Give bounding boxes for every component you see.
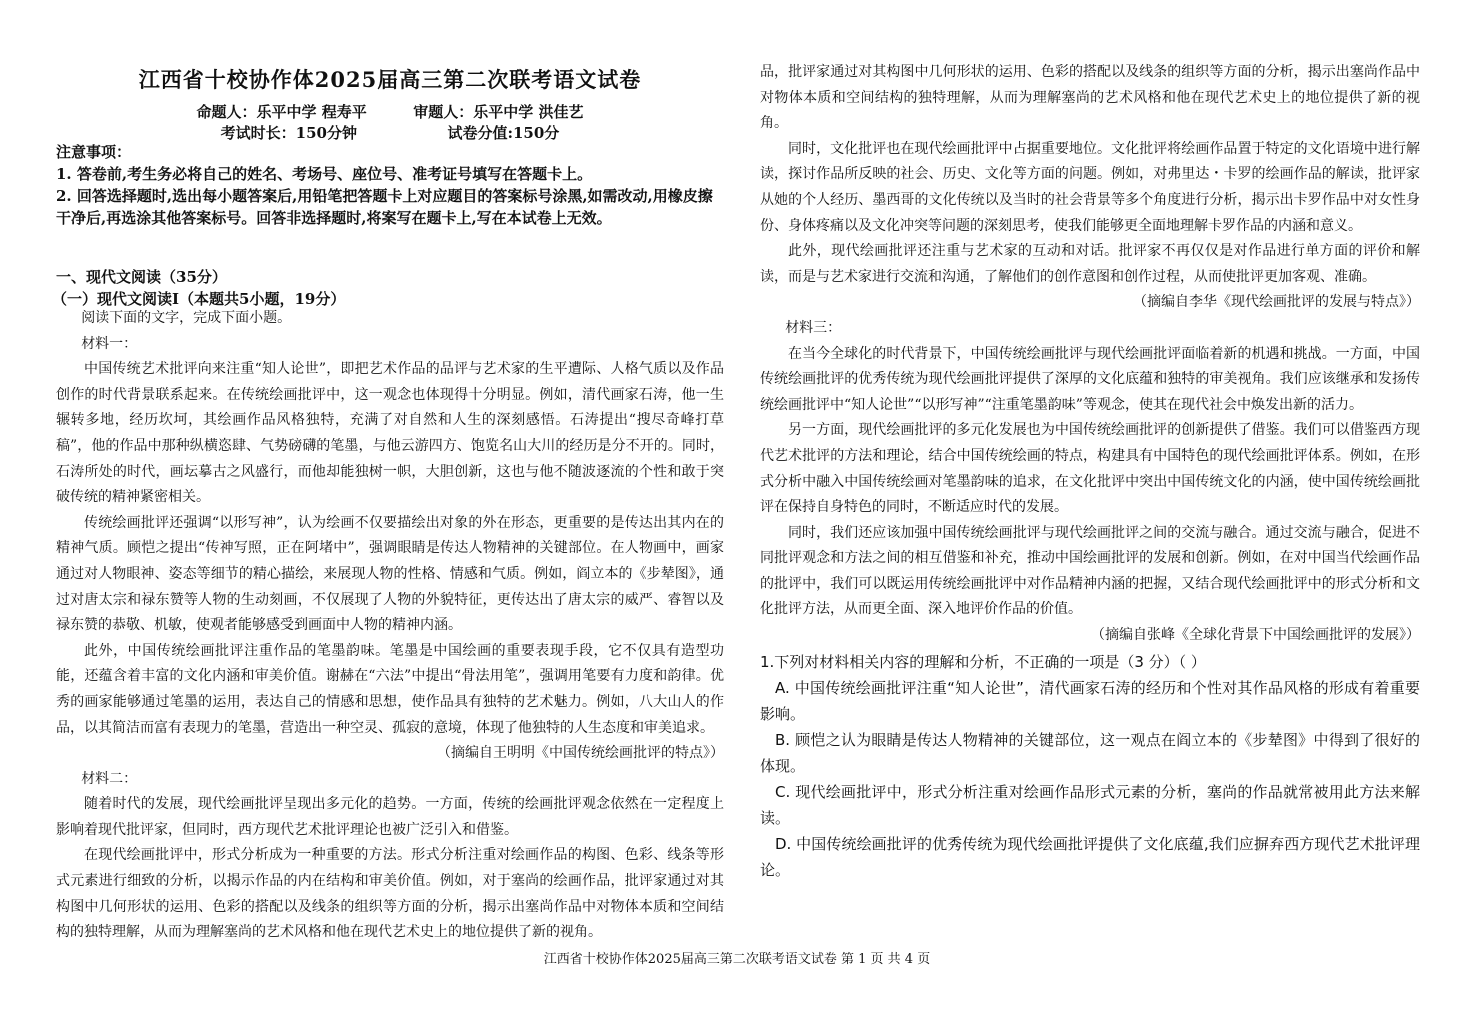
paragraph: 中国传统艺术批评向来注重“知人论世”，即把艺术作品的品评与艺术家的生平遭际、人格气质以及作品创作的时代背景联系起来。在传统绘画批评中，这一观念也体现得十分明显。例如，清代画家石涛，他一生辗转多地，经历坎坷，其绘画作品风格独特，充满了对自然和人生的深刻感悟。石涛提出“搜尽奇峰打草稿”，他的作品中那种纵横恣肆、气势磅礴的笔墨，与他云游四方、饱览名山大川的经历是分不开的。同时，石涛所处的时代，画坛摹古之风盛行，而他却能独树一帜，大胆创新，这也与他不随波逐流的个性和敢于突破传统的精神紧密相关。 <box>56 361 724 506</box>
notice-heading: 注意事项： <box>56 143 132 161</box>
material-label: 材料二： <box>81 770 138 787</box>
author-reviewer: 审题人：乐平中学 洪佳艺 <box>413 103 584 121</box>
paragraph: 同时，我们还应该加强中国传统绘画批评与现代绘画批评之间的交流与融合。通过交流与融合，促进不同批评观念和方法之间的相互借鉴和补充，推动中国绘画批评的发展和创新。例如，在对中国当代绘画作品的批评中，我们可以既运用传统绘画批评中对作品精神内涵的把握，又结合现代绘画批评中的形式分析和文化批评方法，从而更全面、深入地评价作品的价值。 <box>760 524 1420 618</box>
paragraph-continued: 品，批评家通过对其构图中几何形状的运用、色彩的搭配以及线条的组织等方面的分析，揭示出塞尚作品中对物体本质和空间结构的独特理解，从而为理解塞尚的艺术风格和他在现代艺术史上的地位提供了新的视角。 <box>760 64 1420 132</box>
authors-line <box>56 101 724 122</box>
material-label: 材料一： <box>81 335 138 352</box>
question-option-d: D. 中国传统绘画批评的优秀传统为现代绘画批评提供了文化底蕴,我们应摒弃西方现代艺术批评理论。 <box>760 834 1420 879</box>
exam-score: 试卷分值:150分 <box>447 124 560 142</box>
paragraph: 另一方面，现代绘画批评的多元化发展也为中国传统绘画批评的创新提供了借鉴。我们可以借鉴西方现代艺术批评的方法和理论，结合中国传统绘画的特点，构建具有中国特色的现代绘画批评体系。例如，在形式分析中融入中国传统绘画对笔墨韵味的追求，在文化批评中突出中国传统文化的内涵，使中国传统绘画批评在保持自身特色的同时，不断适应时代的发展。 <box>760 422 1420 516</box>
page-title: 江西省十校协作体2025届高三第二次联考语文试卷 <box>138 67 642 92</box>
subsection-heading: （一）现代文阅读Ⅰ（本题共5小题，19分） <box>52 290 346 308</box>
reading-passage-right <box>760 60 1420 883</box>
notice-item: 1. 答卷前,考生务必将自己的姓名、考场号、座位号、准考证号填写在答题卡上。 <box>56 165 593 183</box>
source-citation: （摘编自王明明《中国传统绘画批评的特点》） <box>437 745 724 762</box>
question-option-a: A. 中国传统绘画批评注重“知人论世”，清代画家石涛的经历和个性对其作品风格的形成有着重要影响。 <box>760 678 1420 723</box>
paragraph: 传统绘画批评还强调“以形写神”，认为绘画不仅要描绘出对象的外在形态，更重要的是传达出其内在的精神气质。顾恺之提出“传神写照，正在阿堵中”，强调眼睛是传达人物精神的关键部位。在人物画中，画家通过对人物眼神、姿态等细节的精心描绘，来展现人物的性格、情感和气质。例如，阎立本的《步辇图》，通过对唐太宗和禄东赞等人物的生动刻画，不仅展现了人物的外貌特征，更传达出了唐太宗的威严、睿智以及禄东赞的恭敬、机敏，使观者能够感受到画面中人物的精神内涵。 <box>56 514 724 634</box>
paragraph: 随着时代的发展，现代绘画批评呈现出多元化的趋势。一方面，传统的绘画批评观念依然在一定程度上影响着现代批评家，但同时，西方现代艺术批评理论也被广泛引入和借鉴。 <box>56 796 724 838</box>
question-stem: 1.下列对材料相关内容的理解和分析，不正确的一项是（3 分）（ ） <box>760 652 1206 671</box>
material-label: 材料三： <box>785 319 842 336</box>
paragraph: 在现代绘画批评中，形式分析成为一种重要的方法。形式分析注重对绘画作品的构图、色彩、线条等形式元素进行细致的分析，以揭示作品的内在结构和审美价值。例如，对于塞尚的绘画作品，批评家通过对其构图中几何形状的运用、色彩的搭配以及线条的组织等方面的分析，揭示出塞尚作品中对物体本质和空间结构的独特理解，从而为理解塞尚的艺术风格和他在现代艺术史上的地位提供了新的视角。 <box>56 847 724 941</box>
paragraph: 在当今全球化的时代背景下，中国传统绘画批评与现代绘画批评面临着新的机遇和挑战。一方面，中国传统绘画批评的优秀传统为现代绘画批评提供了深厚的文化底蕴和独特的审美视角。我们应该继承和发扬传统绘画批评中“知人论世”“以形写神”“注重笔墨韵味”等观念，使其在现代社会中焕发出新的活力。 <box>760 345 1420 413</box>
author-setter: 命题人：乐平中学 程寿平 <box>196 103 367 121</box>
paragraph: 此外，现代绘画批评还注重与艺术家的互动和对话。批评家不再仅仅是对作品进行单方面的评价和解读，而是与艺术家进行交流和沟通，了解他们的创作意图和创作过程，从而使批评更加客观、准确。 <box>760 243 1420 285</box>
question-option-b: B. 顾恺之认为眼睛是传达人物精神的关键部位，这一观点在阎立本的《步辇图》中得到了很好的体现。 <box>760 730 1420 775</box>
section-heading: 一、现代文阅读（35分） <box>56 268 227 286</box>
exam-duration: 考试时长：150分钟 <box>220 124 357 142</box>
instruction: 阅读下面的文字，完成下面小题。 <box>81 310 292 326</box>
exam-info-line <box>56 122 724 143</box>
notice-block <box>56 141 724 229</box>
source-citation: （摘编自张峰《全球化背景下中国绘画批评的发展》） <box>1091 627 1420 644</box>
source-citation: （摘编自李华《现代绘画批评的发展与特点》） <box>1133 294 1420 311</box>
page-footer: 江西省十校协作体2025届高三第二次联考语文试卷 第 1 页 共 4 页 <box>543 952 931 967</box>
paragraph: 同时，文化批评也在现代绘画批评中占据重要地位。文化批评将绘画作品置于特定的文化语境中进行解读，探讨作品所反映的社会、历史、文化等方面的问题。例如，对弗里达・卡罗的绘画作品的解读，批评家从她的个人经历、墨西哥的文化传统以及当时的社会背景等多个角度进行分析，揭示出卡罗作品中对女性身份、身体疼痛以及文化冲突等问题的深刻思考，使我们能够更全面地理解卡罗作品的内涵和意义。 <box>760 140 1420 234</box>
reading-passage-left <box>56 306 724 941</box>
paragraph: 此外，中国传统绘画批评注重作品的笔墨韵味。笔墨是中国绘画的重要表现手段，它不仅具有造型功能，还蕴含着丰富的文化内涵和审美价值。谢赫在“六法”中提出“骨法用笔”，强调用笔要有力度和韵律。优秀的画家能够通过笔墨的运用，表达自己的情感和思想，使作品具有独特的艺术魅力。例如，八大山人的作品，以其简洁而富有表现力的笔墨，营造出一种空灵、孤寂的意境，体现了他独特的人生态度和审美追求。 <box>56 642 724 736</box>
notice-item: 2. 回答选择题时,选出每小题答案后,用铅笔把答题卡上对应题目的答案标号涂黑,如需改动,用橡皮擦干净后,再选涂其他答案标号。回答非选择题时,将案写在题卡上,写在本试卷上无效。 <box>56 187 713 227</box>
question-option-c: C. 现代绘画批评中，形式分析注重对绘画作品形式元素的分析，塞尚的作品就常被用此方法来解读。 <box>760 782 1420 827</box>
